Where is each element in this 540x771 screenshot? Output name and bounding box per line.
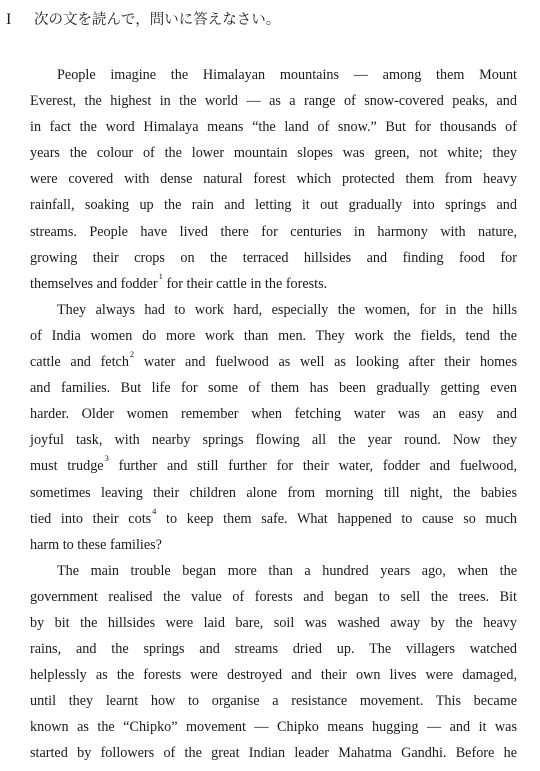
text-line: of India women do more work than men. They work the fields, tend the bbox=[30, 327, 517, 344]
text-fragment: themselves and fodder bbox=[30, 275, 158, 292]
text-line: rainfall, soaking up the rain and letting it out gradually into springs and bbox=[30, 197, 517, 214]
text-fragment: water and fuelwood as well as looking after their homes bbox=[134, 354, 517, 371]
text-line bbox=[30, 271, 517, 297]
text-line: The main trouble began more than a hundred years ago, when the bbox=[57, 562, 517, 579]
text-line: helplessly as the forests were destroyed and their own lives were damaged, bbox=[30, 667, 517, 684]
footnote-marker-4: 4 bbox=[152, 505, 157, 516]
paragraph-1 bbox=[30, 62, 517, 297]
text-line: were covered with dense natural forest which protected them from heavy bbox=[30, 171, 517, 188]
footnote-marker-2: 2 bbox=[129, 349, 135, 360]
paragraph-3 bbox=[30, 558, 517, 767]
question-number: I bbox=[6, 11, 12, 28]
text-fragment: cattle and fetch bbox=[30, 354, 129, 371]
text-fragment: further and still further for their water, fodder and fuelwood, bbox=[108, 458, 517, 475]
text-line: years the colour of the lower mountain slopes was green, not white; they bbox=[30, 145, 517, 162]
footnote-marker-3: 3 bbox=[104, 453, 109, 464]
paragraph-2 bbox=[30, 297, 517, 558]
text-line: joyful task, with nearby springs flowing all the year round. Now they bbox=[30, 432, 517, 449]
text-line: rains, and the springs and streams dried up. The villagers watched bbox=[30, 641, 517, 658]
text-line: People imagine the Himalayan mountains — among them Mount bbox=[57, 67, 517, 83]
text-line bbox=[30, 453, 517, 479]
text-line: harm to these families? bbox=[30, 536, 162, 553]
text-line: and families. But life for some of them has been gradually getting even bbox=[30, 380, 517, 397]
text-fragment: to keep them safe. What happened to cause so much bbox=[156, 510, 517, 527]
text-line: harder. Older women remember when fetching water was an easy and bbox=[30, 406, 517, 423]
text-line: sometimes leaving their children alone from morning till night, the babies bbox=[30, 484, 517, 501]
text-line: government realised the value of forests and began to sell the trees. Bit bbox=[30, 588, 517, 605]
text-line: known as the “Chipko” movement — Chipko means hugging — and it was bbox=[30, 719, 517, 736]
footnote-marker-1: 1 bbox=[158, 270, 163, 281]
text-fragment: tied into their cots bbox=[30, 510, 152, 527]
text-line: streams. People have lived there for centuries in harmony with nature, bbox=[30, 223, 517, 240]
text-line bbox=[30, 506, 517, 532]
text-line: growing their crops on the terraced hillsides and finding food for bbox=[30, 249, 517, 266]
question-header bbox=[6, 8, 280, 29]
text-line bbox=[30, 349, 517, 375]
text-fragment: must trudge bbox=[30, 458, 104, 475]
text-line: Everest, the highest in the world — as a range of snow-covered peaks, and bbox=[30, 93, 517, 110]
text-line: in fact the word Himalaya means “the land of snow.” But for thousands of bbox=[30, 119, 517, 136]
text-line: They always had to work hard, especially the women, for in the hills bbox=[57, 301, 517, 318]
passage bbox=[30, 62, 517, 767]
text-line: started by followers of the great Indian leader Mahatma Gandhi. Before he bbox=[30, 745, 517, 762]
text-line: by bit the hillsides were laid bare, soil was washed away by the heavy bbox=[30, 614, 517, 631]
text-fragment: for their cattle in the forests. bbox=[162, 275, 328, 292]
question-instruction: 次の文を読んで，問いに答えなさい。 bbox=[34, 12, 281, 28]
text-line: until they learnt how to organise a resistance movement. This became bbox=[30, 693, 517, 710]
